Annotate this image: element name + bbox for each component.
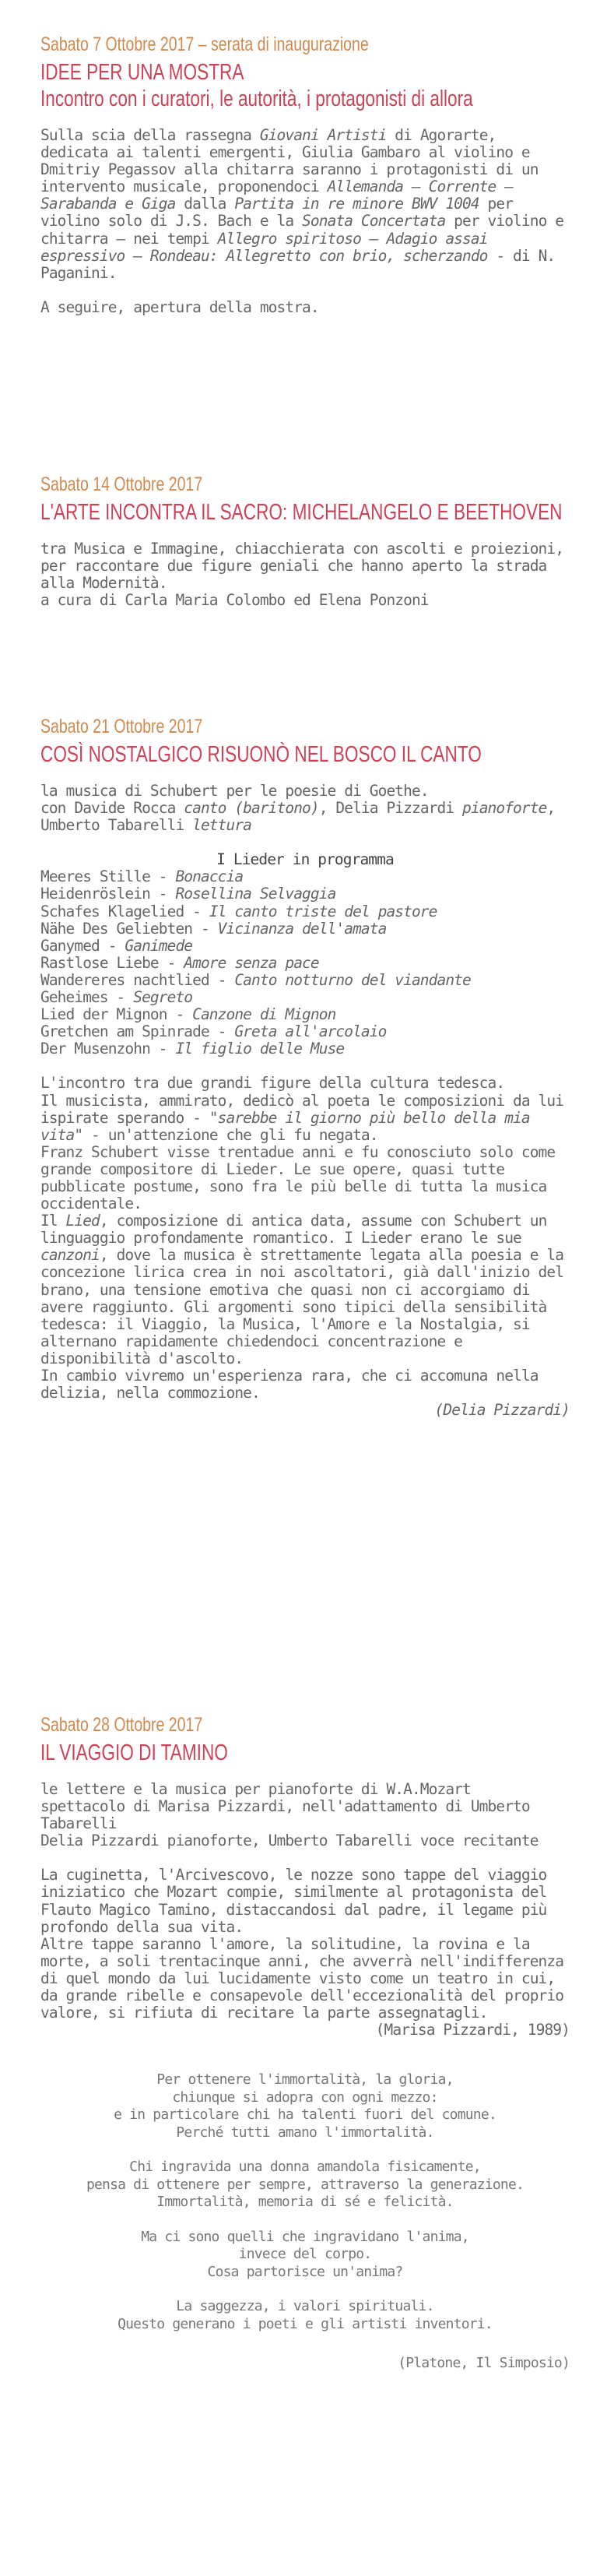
lieder-italian-title: Il figlio delle Muse — [175, 1040, 345, 1058]
event-28-ottobre — [40, 1713, 570, 2373]
lieder-italian-title: Bonaccia — [175, 867, 244, 886]
paragraph: In cambio vivremo un'esperienza rara, che ci accomuna nella delizia, nella commozione. — [40, 1367, 539, 1402]
event-date: Sabato 21 Ottobre 2017 — [40, 716, 203, 737]
paragraph: La cuginetta, l'Arcivescovo, le nozze sono tappe del viaggio iniziatico che Mozart compie, similmente al protagonista del Flauto Magico Tamino, distaccandosi dal padre, il legame più profondo della sua vita. — [40, 1866, 547, 1936]
paragraph: L'incontro tra due grandi figure della cultura tedesca. — [40, 1074, 505, 1093]
event-description — [40, 540, 570, 609]
lieder-item — [40, 972, 570, 989]
lieder-german-title: Meeres Stille - — [40, 867, 176, 886]
lieder-item — [40, 1006, 570, 1023]
paragraph: le lettere e la musica per pianoforte di W.A.Mozart — [40, 1780, 471, 1798]
lieder-list — [40, 868, 570, 1057]
lieder-item — [40, 920, 570, 938]
lieder-italian-title: Vicinanza dell'amata — [217, 919, 387, 938]
event-title: IL VIAGGIO DI TAMINO — [40, 1740, 228, 1765]
paragraph: la musica di Schubert per le poesie di Goethe. — [40, 782, 429, 800]
event-title: COSÌ NOSTALGICO RISUONÒ NEL BOSCO IL CANTO — [40, 742, 482, 767]
lieder-italian-title: Amore senza pace — [184, 953, 319, 972]
lieder-item — [40, 868, 570, 885]
event-subtitle: Incontro con i curatori, le autorità, i protagonisti di allora — [40, 86, 473, 111]
lieder-italian-title: Ganimede — [125, 936, 193, 955]
lieder-german-title: Schafes Klagelied - — [40, 902, 209, 920]
paragraph: spettacolo di Marisa Pizzardi, nell'adattamento di Umberto Tabarelli — [40, 1797, 530, 1833]
paragraph: Il musicista, ammirato, dedicò al poeta le composizioni da lui ispirate sperando - "sarebbe il giorno più bello della mia vita" - un'attenzione che gli fu negata. — [40, 1091, 564, 1144]
quote-stanza: Ma ci sono quelli che ingravidano l'anima, invece del corpo. Cosa partorisce un'anima? — [141, 2228, 469, 2280]
event-date: Sabato 28 Ottobre 2017 — [40, 1714, 203, 1736]
lieder-item — [40, 885, 570, 903]
lieder-italian-title: Canzone di Mignon — [192, 1005, 336, 1024]
paragraph: Sulla scia della rassegna Giovani Artisti di Agorarte, dedicata ai talenti emergenti, Giulia Gambaro al violino e Dmitriy Pegassov alla chitarra saranno i protagonisti di un intervento musicale, proponendoci Allemanda – Corrente – Sarabanda e Giga dalla Partita in re minore BWV 1004 per violino solo di J.S. Bach e la Sonata Concertata per violino e chitarra – nei tempi Allegro spiritoso – Adagio assai espressivo – Rondeau: Allegretto con brio, scherzando - di N. Paganini. — [40, 126, 564, 282]
lieder-italian-title: Greta all'arcolaio — [234, 1022, 387, 1041]
quote — [40, 2071, 570, 2333]
lieder-german-title: Wandereres nachtlied - — [40, 970, 235, 989]
signature: (Delia Pizzardi) — [434, 1401, 570, 1420]
quote-stanza: La saggezza, i valori spirituali. Questo generano i poeti e gli artisti inventori. — [118, 2298, 493, 2332]
lieder-german-title: Rastlose Liebe - — [40, 953, 184, 972]
paragraph: a cura di Carla Maria Colombo ed Elena Ponzoni — [40, 591, 429, 610]
paragraph: A seguire, apertura della mostra. — [40, 297, 319, 316]
event-description — [40, 127, 570, 316]
lieder-italian-title: Il canto triste del pastore — [209, 902, 437, 920]
event-title: IDEE PER UNA MOSTRA — [40, 60, 244, 85]
paragraph: Franz Schubert visse trentadue anni e fu conosciuto solo come grande compositore di Lieder. Le sue opere, quasi tutte pubblicate postume, sono fra le più belle di tutta la musica occidentale. — [40, 1142, 556, 1213]
lieder-item — [40, 1023, 570, 1040]
lieder-italian-title: Rosellina Selvaggia — [175, 885, 336, 903]
event-date: Sabato 7 Ottobre 2017 – serata di inaugurazione — [40, 33, 369, 55]
lieder-list-title: I Lieder in programma — [216, 850, 394, 869]
lieder-german-title: Heidenröslein - — [40, 885, 176, 903]
event-title: L'ARTE INCONTRA IL SACRO: MICHELANGELO E BEETHOVEN — [40, 500, 563, 525]
lieder-italian-title: Segreto — [133, 988, 193, 1007]
lieder-german-title: Nähe Des Geliebten - — [40, 919, 218, 938]
lieder-german-title: Der Musenzohn - — [40, 1040, 176, 1058]
lieder-item — [40, 955, 570, 972]
quote-stanza: Per ottenere l'immortalità, la gloria, chiunque si adopra con ogni mezzo: e in particolare chi ha talenti fuori del comune. Perché tutti amano l'immortalità. — [114, 2071, 496, 2141]
lieder-german-title: Lied der Mignon - — [40, 1005, 193, 1024]
lieder-item — [40, 903, 570, 920]
event-date: Sabato 14 Ottobre 2017 — [40, 473, 203, 495]
lieder-item — [40, 989, 570, 1006]
lieder-item — [40, 938, 570, 955]
event-21-ottobre — [40, 715, 570, 1419]
lieder-italian-title: Canto notturno del viandante — [234, 970, 471, 989]
paragraph: Il Lied, composizione di antica data, assume con Schubert un linguaggio profondamente romantico. I Lieder erano le sue canzoni, dove la musica è strettamente legata alla poesia e la concezione lirica crea in noi ascoltatori, già dall'inizio del brano, una tensione emotiva che quasi non ci accorgiamo di avere raggiunto. Gli argomenti sono tipici della sensibilità tedesca: il Viaggio, la Musica, l'Amore e la Nostalgia, si alternano rapidamente chiedendoci concentrazione e disponibilità d'ascolto. — [40, 1212, 564, 1367]
signature: (Marisa Pizzardi, 1989) — [375, 2021, 570, 2039]
event-description — [40, 1781, 570, 2039]
lieder-german-title: Gretchen am Spinrade - — [40, 1022, 235, 1041]
quote-source: (Platone, Il Simposio) — [398, 2355, 570, 2372]
lieder-german-title: Geheimes - — [40, 988, 134, 1007]
paragraph: Altre tappe saranno l'amore, la solitudine, la rovina e la morte, a soli trentacinque anni, che avverrà nell'indifferenza di quel mondo da lui lucidamente visto come un teatro in cui, da grande ribelle e consapevole dell'eccezionalità del proprio valore, si rifiuta di recitare la parte assegnatagli. — [40, 1934, 564, 2022]
paragraph: Delia Pizzardi pianoforte, Umberto Tabarelli voce recitante — [40, 1832, 539, 1850]
event-description — [40, 783, 570, 1419]
lieder-german-title: Ganymed - — [40, 936, 125, 955]
paragraph: con Davide Rocca canto (baritono), Delia Pizzardi pianoforte, Umberto Tabarelli lettura — [40, 799, 556, 835]
event-7-ottobre — [40, 33, 570, 316]
quote-stanza: Chi ingravida una donna amandola fisicamente, pensa di ottenere per sempre, attraverso la generazione. Immortalità, memoria di sé e felicità. — [86, 2159, 525, 2211]
paragraph: tra Musica e Immagine, chiacchierata con ascolti e proiezioni, per raccontare due figure geniali che hanno aperto la strada alla Modernità. — [40, 540, 564, 593]
event-14-ottobre — [40, 473, 570, 609]
lieder-item — [40, 1040, 570, 1057]
